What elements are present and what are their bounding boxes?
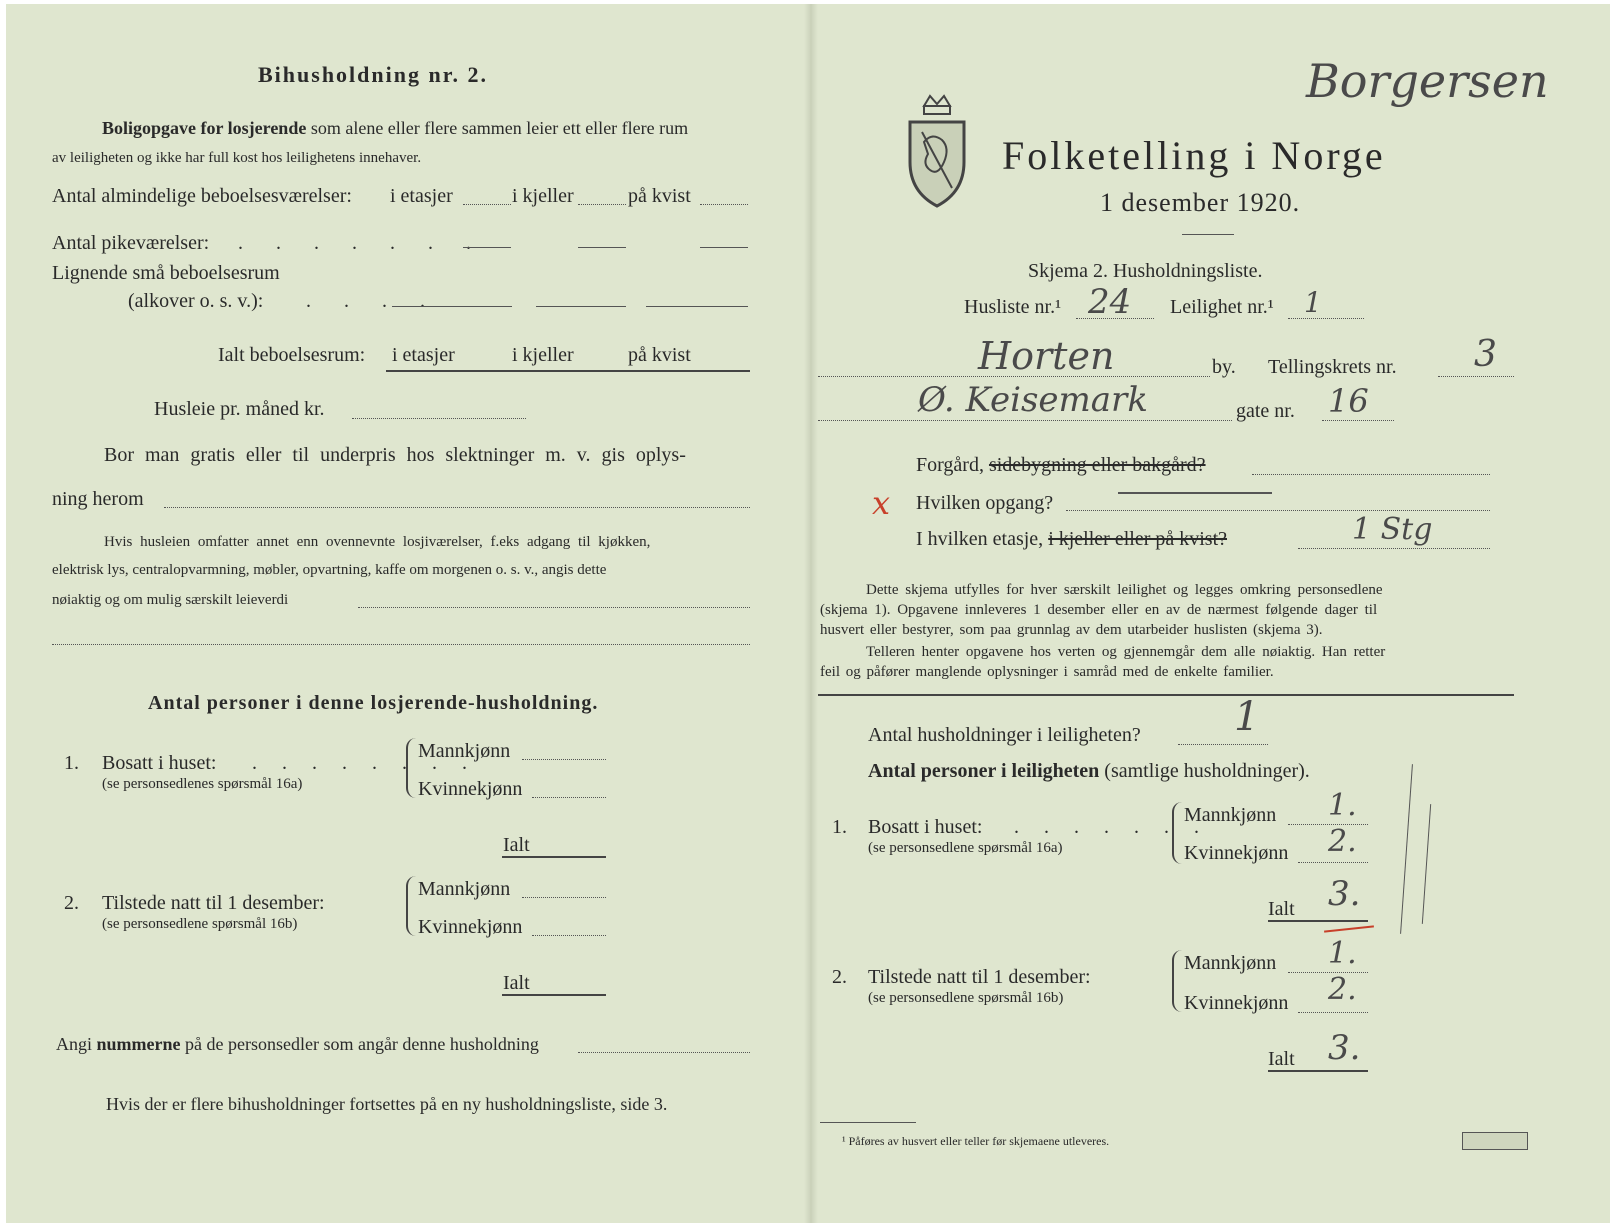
lignende-field-etasjer[interactable]: [392, 306, 512, 307]
angi-rest: på de personsedler som angår denne husholdning: [185, 1034, 539, 1054]
i-kjeller-field[interactable]: [578, 204, 626, 205]
street-field: [818, 420, 1232, 421]
instr-divider: [818, 694, 1514, 696]
hvis-line-1: Hvis husleien omfatter annet enn ovennevnte losjiværelser, f.eks adgang til kjøkken,: [104, 534, 651, 550]
lignende-label-2: (alkover o. s. v.):: [128, 290, 264, 312]
x-mark: x: [872, 484, 891, 522]
etasje-strike: i kjeller eller på kvist?: [1048, 528, 1228, 550]
instr-line-5: feil og påfører manglende oplysninger i samråd med de enkelte familier.: [820, 664, 1274, 680]
tellingskrets-label: Tellingskrets nr.: [1268, 356, 1397, 378]
right-q1-sub: (se personsedlene spørsmål 16a): [868, 840, 1063, 856]
husleie-field[interactable]: [352, 418, 526, 419]
instr-line-3: husvert eller bestyrer, som paa grunnlag av dem utarbeider huslisten (skjema 3).: [820, 622, 1323, 638]
left-q2-label: Tilstede natt til 1 desember:: [102, 892, 325, 914]
right-q1-ialt-label: Ialt: [1268, 898, 1295, 920]
instr-line-2: (skjema 1). Opgavene innleveres 1 desember eller en av de nærmest følgende dager til: [820, 602, 1378, 618]
lignende-label-1: Lignende små beboelsesrum: [52, 262, 280, 284]
leieverdi-field[interactable]: [358, 607, 750, 608]
instr-line-4: Telleren henter opgavene hos verten og gjennemgår dem alle nøiaktig. Han retter: [866, 644, 1386, 660]
right-q2-num: 2.: [832, 966, 847, 988]
husliste-field: [1076, 318, 1154, 319]
city-value[interactable]: Horten: [978, 334, 1115, 378]
etasje-label: I hvilken etasje,: [916, 528, 1044, 550]
right-q1-mann-label: Mannkjønn: [1184, 804, 1277, 826]
title-divider: [1182, 234, 1234, 235]
right-q2-ialt-value[interactable]: 3.: [1328, 1028, 1361, 1068]
antal-hush-label: Antal husholdninger i leiligheten?: [868, 724, 1141, 746]
instr-line-1: Dette skjema utfylles for hver særskilt leilighet og legges omkring personsedlene: [866, 582, 1383, 598]
left-q2-ialt-field[interactable]: [502, 994, 606, 996]
left-q1-kvinne-field[interactable]: [532, 797, 606, 798]
right-q2-label: Tilstede natt til 1 desember:: [868, 966, 1091, 988]
left-q2-ialt-label: Ialt: [503, 972, 530, 994]
opgang-field[interactable]: [1066, 510, 1490, 511]
antal-hush-field: [1178, 744, 1268, 745]
gate-label: gate nr.: [1236, 400, 1295, 422]
ialt-i-etasjer: i etasjer: [392, 344, 455, 366]
right-q2-sub: (se personsedlene spørsmål 16b): [868, 990, 1064, 1006]
left-q2-kvinne-field[interactable]: [532, 935, 606, 936]
right-q2-brace: [1172, 950, 1182, 1012]
right-q1-kvinne-label: Kvinnekjønn: [1184, 842, 1289, 864]
husleie-label: Husleie pr. måned kr.: [154, 398, 325, 420]
left-q1-brace: [406, 738, 416, 798]
left-q2-mann-field[interactable]: [522, 897, 606, 898]
ialt-underline[interactable]: [386, 370, 750, 372]
intro-rest-1: som alene eller flere sammen leier ett eller flere rum: [310, 118, 689, 138]
paa-kvist-field[interactable]: [700, 204, 748, 205]
coat-of-arms-icon: [902, 92, 972, 210]
right-q2-mann-value[interactable]: 1.: [1328, 936, 1357, 971]
left-q1-ialt-field[interactable]: [502, 856, 606, 858]
left-q1-sub: (se personsedlenes spørsmål 16a): [102, 776, 303, 792]
i-etasjer-field[interactable]: [463, 204, 511, 205]
pike-field-kjeller[interactable]: [578, 247, 626, 248]
left-q1-num: 1.: [64, 752, 79, 774]
right-q2-ialt-label: Ialt: [1268, 1048, 1295, 1070]
street-value[interactable]: Ø. Keisemark: [918, 380, 1148, 420]
tally-mark-1: [1400, 764, 1413, 934]
by-label: by.: [1212, 356, 1236, 378]
ialt-beboelse-label: Ialt beboelsesrum:: [218, 344, 366, 366]
left-q1-kvinne-label: Kvinnekjønn: [418, 778, 523, 800]
angi-bold: nummerne: [96, 1034, 181, 1054]
right-q2-ialt-field: [1268, 1070, 1368, 1072]
pike-dots: . . . . . . .: [238, 232, 485, 254]
tellingskrets-value[interactable]: 3: [1474, 334, 1497, 375]
left-q2-mann-label: Mannkjønn: [418, 878, 511, 900]
page-fold: [804, 4, 818, 1223]
right-q2-mann-label: Mannkjønn: [1184, 952, 1277, 974]
forgard-field[interactable]: [1252, 474, 1490, 475]
left-q1-mann-label: Mannkjønn: [418, 740, 511, 762]
bor-man-line-2: ning herom: [52, 488, 144, 510]
left-intro-line-1: [102, 118, 688, 139]
ialt-paa-kvist: på kvist: [628, 344, 691, 366]
pike-field-kvist[interactable]: [700, 247, 748, 248]
left-footer: Hvis der er flere bihusholdninger fortsettes på en ny husholdningsliste, side 3.: [106, 1094, 668, 1114]
printer-stamp: [1462, 1132, 1528, 1150]
left-q2-kvinne-label: Kvinnekjønn: [418, 916, 523, 938]
left-q2-brace: [406, 876, 416, 936]
sidebygning-strike: sidebygning eller bakgård?: [988, 454, 1206, 476]
ialt-i-kjeller: i kjeller: [512, 344, 574, 366]
etasje-field: [1298, 548, 1490, 549]
left-q1-mann-field[interactable]: [522, 759, 606, 760]
antal-hush-value[interactable]: 1: [1234, 694, 1260, 740]
antal-label: Antal almindelige beboelsesværelser:: [52, 185, 352, 207]
right-q2-kvinne-value[interactable]: 2.: [1328, 972, 1357, 1007]
right-q1-num: 1.: [832, 816, 847, 838]
bor-man-field[interactable]: [164, 507, 750, 508]
paa-kvist-label: på kvist: [628, 185, 691, 207]
husliste-value[interactable]: 24: [1088, 282, 1132, 322]
left-title: Bihusholdning nr. 2.: [258, 62, 488, 87]
etasje-line: [916, 528, 1227, 551]
i-kjeller-label: i kjeller: [512, 185, 574, 207]
pike-field-etasjer[interactable]: [463, 247, 511, 248]
right-q1-ialt-value[interactable]: 3.: [1328, 874, 1361, 914]
left-q1-ialt-label: Ialt: [503, 834, 530, 856]
right-q1-mann-value[interactable]: 1.: [1328, 788, 1357, 823]
right-title: Folketelling i Norge: [1002, 133, 1386, 178]
tally-mark-2: [1422, 804, 1431, 924]
right-q1-ialt-redmark: [1324, 925, 1374, 932]
gate-value[interactable]: 16: [1328, 382, 1369, 420]
angi-line: [56, 1034, 539, 1055]
footnote: ¹ Påføres av husvert eller teller før skjemaene utleveres.: [842, 1134, 1110, 1148]
lignende-field-kjeller[interactable]: [536, 306, 626, 307]
leilighet-label: Leilighet nr.¹: [1170, 296, 1274, 318]
etasje-value[interactable]: 1 Stg: [1352, 512, 1433, 547]
right-q2-kvinne-label: Kvinnekjønn: [1184, 992, 1289, 1014]
right-date: 1 desember 1920.: [1100, 188, 1301, 217]
opgang-dash: [1118, 492, 1272, 494]
hvis-line-3: nøiaktig og om mulig særskilt leieverdi: [52, 592, 289, 608]
census-form-sheet: [6, 4, 1610, 1223]
intro-bold: Boligopgave for losjerende: [102, 118, 307, 138]
right-q1-kvinne-value[interactable]: 2.: [1328, 824, 1357, 859]
husliste-label: Husliste nr.¹: [964, 296, 1062, 318]
angi-field[interactable]: [578, 1052, 750, 1053]
leilighet-value[interactable]: 1: [1304, 286, 1322, 319]
city-field: [818, 376, 1210, 377]
right-q1-label: Bosatt i huset:: [868, 816, 983, 838]
left-q2-num: 2.: [64, 892, 79, 914]
pike-label: Antal pikeværelser:: [52, 232, 210, 254]
gate-field: [1322, 420, 1394, 421]
leilighet-field: [1288, 318, 1364, 319]
left-q1-label: Bosatt i huset:: [102, 752, 217, 774]
lignende-field-kvist[interactable]: [646, 306, 748, 307]
bor-man-line-1: Bor man gratis eller til underpris hos slektninger m. v. gis oplys-: [104, 444, 686, 466]
left-q2-sub: (se personsedlene spørsmål 16b): [102, 916, 298, 932]
right-antal-personer-bold: Antal personer i leiligheten: [868, 760, 1100, 782]
right-antal-personer-line: [868, 760, 1310, 783]
right-q1-kvinne-field: [1298, 862, 1368, 863]
forgard-line: [916, 454, 1206, 477]
forgard-label: Forgård,: [916, 454, 984, 476]
i-etasjer-label: i etasjer: [390, 185, 453, 207]
right-q2-kvinne-field: [1298, 1012, 1368, 1013]
footnote-rule: [820, 1122, 916, 1123]
skjema-label: Skjema 2. Husholdningsliste.: [1028, 260, 1263, 282]
top-signature: Borgersen: [1306, 54, 1549, 108]
right-q1-dots: . . . . . . .: [1014, 816, 1209, 838]
hvis-line-2: elektrisk lys, centralopvarmning, møbler, opvartning, kaffe om morgenen o. s. v., angis dette: [52, 562, 607, 578]
angi-word: Angi: [56, 1034, 92, 1054]
left-intro-line-2: av leiligheten og ikke har full kost hos leilighetens innehaver.: [52, 150, 422, 166]
left-antal-personer-heading: Antal personer i denne losjerende-husholdning.: [148, 692, 599, 714]
hvilken-opgang-label: Hvilken opgang?: [916, 492, 1054, 514]
right-q1-ialt-field: [1268, 920, 1368, 922]
right-antal-personer-rest: (samtlige husholdninger).: [1104, 760, 1310, 782]
tellingskrets-field: [1438, 376, 1514, 377]
right-q1-brace: [1172, 802, 1182, 864]
leieverdi-field-2[interactable]: [52, 644, 750, 645]
left-q1-dots: . . . . . . . .: [252, 752, 477, 774]
lignende-dots: . . . .: [306, 290, 439, 312]
